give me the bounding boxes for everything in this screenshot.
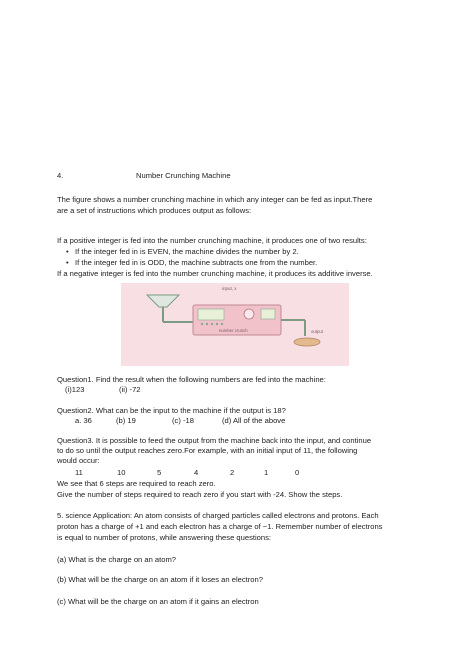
question-1: Question1. Find the result when the following numbers are fed into the machine: (57, 375, 326, 384)
output-bowl (294, 338, 320, 346)
question-2-option-d: (d) All of the above (222, 416, 286, 425)
question-3-line-5: Give the number of steps required to reach zero if you start with -24. Show the steps. (57, 490, 343, 499)
sequence-value: 5 (157, 468, 162, 477)
question-3-line-3: would occur: (57, 456, 100, 465)
question-2-option-a: a. 36 (75, 416, 92, 425)
machine-display (198, 309, 224, 320)
output-label: output (311, 329, 323, 334)
machine-light (211, 323, 213, 325)
question-number: 4. (57, 171, 64, 180)
question-5-part-a: (a) What is the charge on an atom? (57, 555, 177, 564)
question-2-option-c: (c) -18 (172, 416, 194, 425)
question-1-part-ii: (ii) -72 (119, 385, 141, 394)
rule-negative: If a negative integer is fed into the number crunching machine, it produces its additive inverse. (57, 269, 373, 278)
question-3-line-4: We see that 6 steps are required to reach zero. (57, 479, 216, 488)
sequence-value: 11 (75, 468, 83, 477)
question-1-part-i: (i)123 (65, 385, 85, 394)
question-5-part-b: (b) What will be the charge on an atom if it loses an electron? (57, 575, 263, 584)
sequence-value: 4 (194, 468, 199, 477)
input-label: input, x (222, 286, 237, 291)
question-5-line-3: is equal to number of protons, while answering these questions: (57, 533, 272, 542)
question-3-line-2: to do so until the output reaches zero.For example, with an initial input of 11, the following (57, 446, 358, 455)
sequence-value: 0 (295, 468, 300, 477)
machine-light (216, 323, 218, 325)
rule-even: • If the integer fed in is EVEN, the machine divides the number by 2. (75, 247, 299, 257)
sequence-value: 1 (264, 468, 269, 477)
machine-dial (244, 309, 254, 319)
machine-light (206, 323, 208, 325)
question-5-line-2: proton has a charge of +1 and each electron has a charge of −1. Remember number of electrons (57, 522, 383, 531)
question-5-part-c: (c) What will be the charge on an atom if it gains an electron (57, 597, 259, 606)
machine-light (201, 323, 203, 325)
machine-panel (261, 309, 275, 319)
rule-odd: • If the integer fed in is ODD, the machine subtracts one from the number. (75, 258, 317, 268)
page-title: Number Crunching Machine (136, 171, 231, 180)
sequence-value: 2 (230, 468, 235, 477)
intro-line-2: are a set of instructions which produces output as follows: (57, 206, 252, 215)
sequence-value: 10 (117, 468, 126, 477)
question-2-option-b: (b) 19 (116, 416, 136, 425)
question-3-line-1: Question3. It is possible to feed the output from the machine back into the input, and continue (57, 436, 372, 445)
question-5-line-1: 5. science Application: An atom consists of charged particles called electrons and protons. Each (57, 511, 379, 520)
intro-line-1: The figure shows a number crunching machine in which any integer can be fed as input.There (57, 195, 373, 204)
number-crunching-machine-figure (121, 283, 349, 366)
machine-label: number crunch (219, 328, 248, 333)
machine-light (221, 323, 223, 325)
question-2: Question2. What can be the input to the machine if the output is 18? (57, 406, 286, 415)
rule-positive: If a positive integer is fed into the number crunching machine, it produces one of two results: (57, 236, 367, 245)
